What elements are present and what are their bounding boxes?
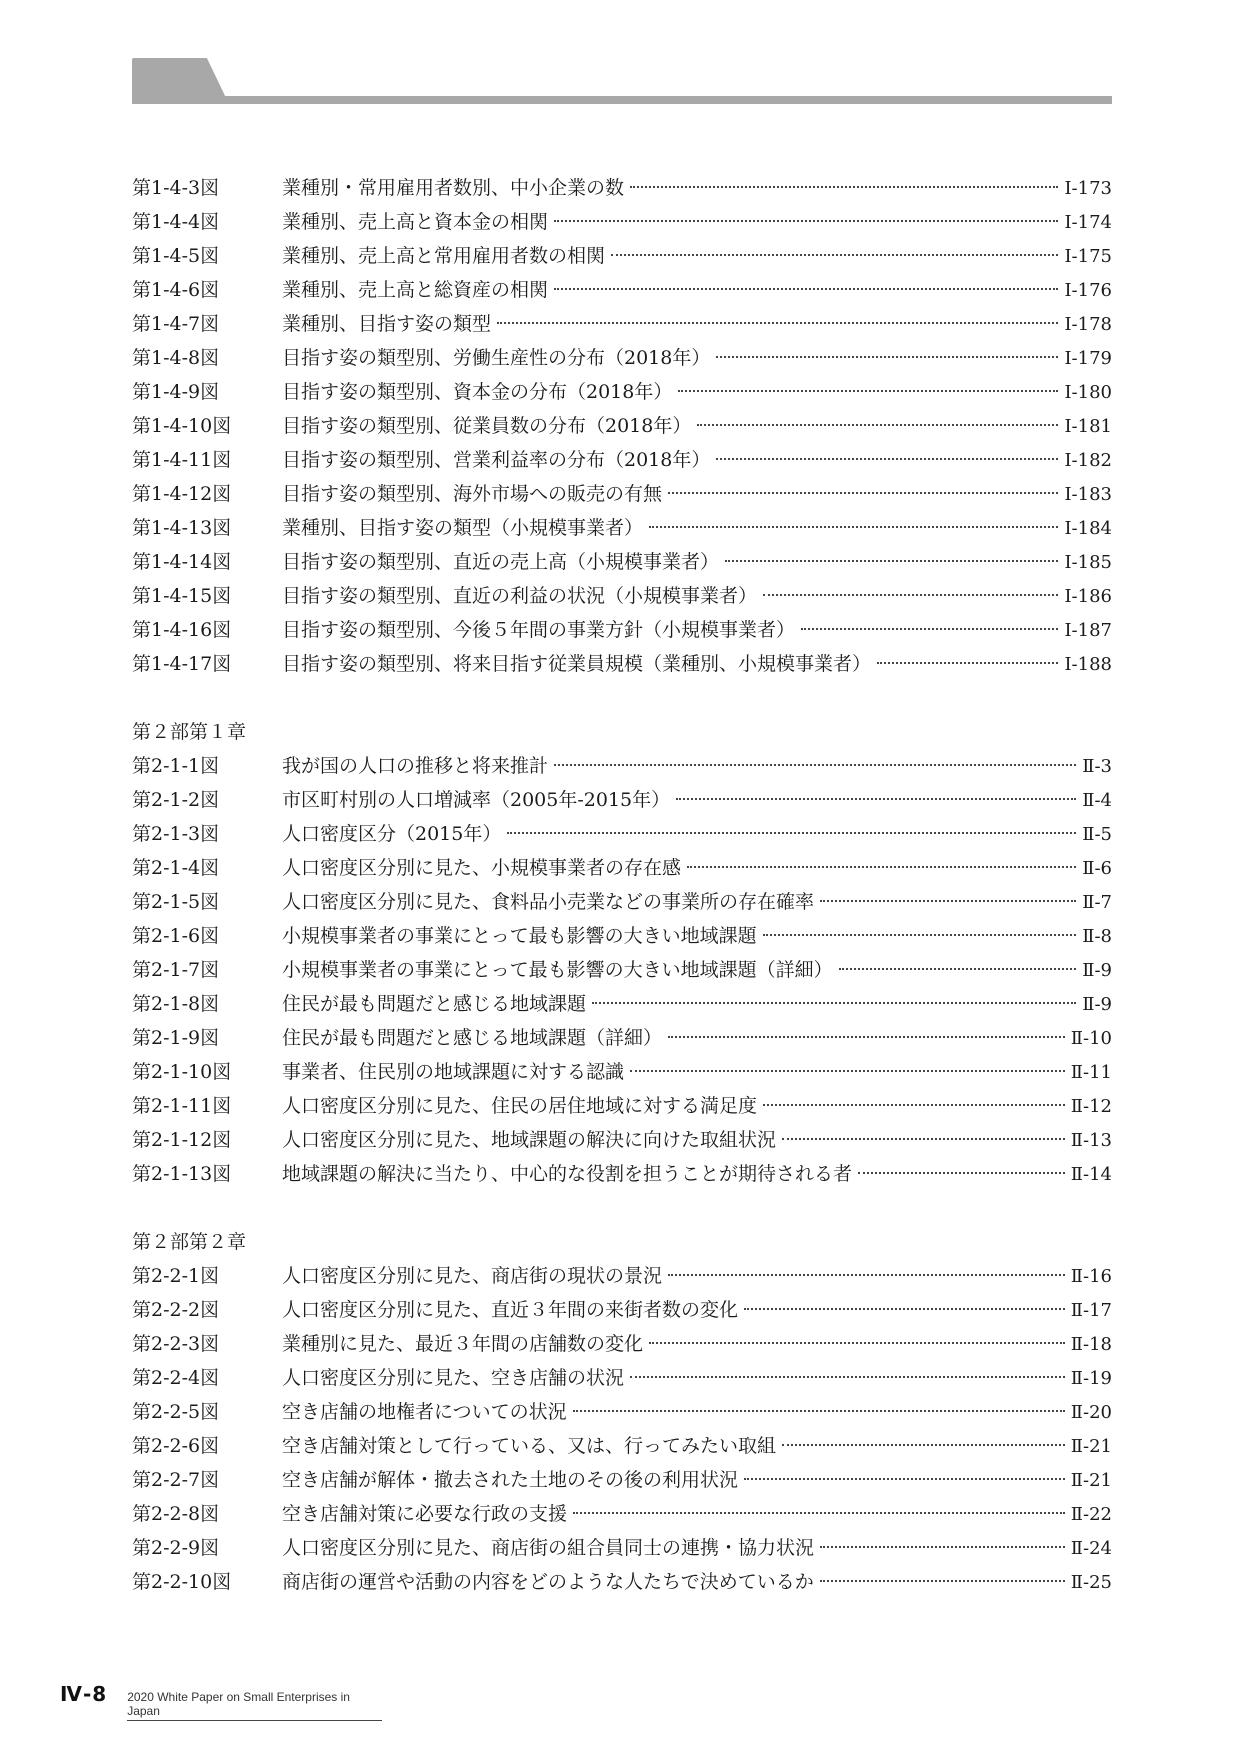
page-reference: Ⅱ-24 (1070, 1538, 1112, 1559)
dot-leader (668, 492, 1058, 494)
page-reference: Ⅱ-12 (1070, 1096, 1112, 1117)
figure-number: 第2-2-1図 (132, 1265, 220, 1287)
toc-row[interactable] (132, 1259, 1112, 1293)
toc-section (132, 1225, 1112, 1599)
dot-leader (820, 1580, 1065, 1582)
dot-leader (668, 1036, 1065, 1038)
figure-number: 第1-4-3図 (132, 177, 220, 199)
toc-row[interactable] (132, 511, 1112, 545)
figure-number: 第2-1-7図 (132, 959, 220, 981)
page-reference: Ⅱ-13 (1070, 1130, 1112, 1151)
page-reference: Ⅱ-21 (1070, 1470, 1112, 1491)
figure-number: 第1-4-13図 (132, 517, 232, 539)
toc-row[interactable] (132, 1055, 1112, 1089)
toc-row[interactable] (132, 375, 1112, 409)
figure-number: 第2-1-5図 (132, 891, 220, 913)
dot-leader (697, 424, 1058, 426)
toc-row[interactable] (132, 613, 1112, 647)
footer (60, 1682, 382, 1721)
dot-leader (858, 1172, 1065, 1174)
page-reference: Ⅰ-188 (1064, 654, 1112, 675)
figure-title: 目指す姿の類型別、将来目指す従業員規模（業種別、小規模事業者） (282, 653, 872, 675)
page-reference: Ⅰ-187 (1064, 620, 1112, 641)
toc-row[interactable] (132, 987, 1112, 1021)
dot-leader (877, 662, 1058, 664)
figure-title: 我が国の人口の推移と将来推計 (282, 755, 549, 777)
figure-number: 第2-2-4図 (132, 1367, 220, 1389)
section-title: 第２部第２章 (132, 1231, 247, 1253)
figure-number: 第2-2-2図 (132, 1299, 220, 1321)
dot-leader (573, 1410, 1065, 1412)
footer-publication-title: 2020 White Paper on Small Enterprises in Japan (127, 1690, 382, 1721)
toc-row[interactable] (132, 1497, 1112, 1531)
figure-title: 目指す姿の類型別、従業員数の分布（2018年） (282, 415, 692, 437)
figure-number: 第2-1-10図 (132, 1061, 232, 1083)
figure-title: 目指す姿の類型別、今後５年間の事業方針（小規模事業者） (282, 619, 796, 641)
figure-number: 第1-4-6図 (132, 279, 220, 301)
toc-row[interactable] (132, 885, 1112, 919)
page-reference: Ⅰ-174 (1064, 212, 1112, 233)
figure-title: 業種別、目指す姿の類型（小規模事業者） (282, 517, 644, 539)
figure-title: 目指す姿の類型別、海外市場への販売の有無 (282, 483, 663, 505)
figure-number: 第1-4-16図 (132, 619, 232, 641)
dot-leader (744, 1308, 1065, 1310)
figure-number: 第2-1-8図 (132, 993, 220, 1015)
page-reference: Ⅱ-16 (1070, 1266, 1112, 1287)
page-reference: Ⅰ-178 (1064, 314, 1112, 335)
figure-title: 業種別、売上高と資本金の相関 (282, 211, 549, 233)
figure-number: 第1-4-8図 (132, 347, 220, 369)
toc-row[interactable] (132, 1157, 1112, 1191)
figure-title: 空き店舗が解体・撤去された土地のその後の利用状況 (282, 1469, 739, 1491)
page-reference: Ⅰ-184 (1064, 518, 1112, 539)
figure-title: 業種別に見た、最近３年間の店舗数の変化 (282, 1333, 644, 1355)
figure-title: 小規模事業者の事業にとって最も影響の大きい地域課題（詳細） (282, 959, 833, 981)
figure-number: 第2-2-7図 (132, 1469, 220, 1491)
toc-section (132, 171, 1112, 681)
dot-leader (716, 356, 1058, 358)
figure-number: 第1-4-5図 (132, 245, 220, 267)
figure-title: 目指す姿の類型別、労働生産性の分布（2018年） (282, 347, 711, 369)
figure-number: 第2-1-9図 (132, 1027, 220, 1049)
dot-leader (554, 764, 1076, 766)
section-title: 第２部第１章 (132, 721, 247, 743)
dot-leader (782, 1444, 1065, 1446)
figure-title: 目指す姿の類型別、資本金の分布（2018年） (282, 381, 673, 403)
figure-number: 第1-4-9図 (132, 381, 220, 403)
page-reference: Ⅰ-173 (1064, 178, 1112, 199)
page-reference: Ⅰ-185 (1064, 552, 1112, 573)
figure-title: 目指す姿の類型別、営業利益率の分布（2018年） (282, 449, 711, 471)
figure-title: 空き店舗の地権者についての状況 (282, 1401, 567, 1423)
figure-number: 第2-1-1図 (132, 755, 220, 777)
figure-title: 人口密度区分別に見た、小規模事業者の存在感 (282, 857, 682, 879)
figure-title: 人口密度区分別に見た、食料品小売業などの事業所の存在確率 (282, 891, 815, 913)
figure-number: 第2-1-13図 (132, 1163, 232, 1185)
toc-row[interactable] (132, 647, 1112, 681)
dot-leader (839, 968, 1077, 970)
figure-title: 人口密度区分別に見た、住民の居住地域に対する満足度 (282, 1095, 758, 1117)
toc-row[interactable] (132, 205, 1112, 239)
page-reference: Ⅱ-14 (1070, 1164, 1112, 1185)
toc-row[interactable] (132, 1463, 1112, 1497)
figure-title: 人口密度区分（2015年） (282, 823, 502, 845)
dot-leader (507, 832, 1076, 834)
page-reference: Ⅱ-3 (1082, 756, 1112, 777)
figure-title: 小規模事業者の事業にとって最も影響の大きい地域課題 (282, 925, 757, 947)
figure-title: 目指す姿の類型別、直近の売上高（小規模事業者） (282, 551, 720, 573)
page-reference: Ⅱ-5 (1082, 824, 1112, 845)
dot-leader (782, 1138, 1065, 1140)
figure-title: 市区町村別の人口増減率（2005年-2015年） (282, 789, 671, 811)
page-reference: Ⅰ-182 (1064, 450, 1112, 471)
figure-title: 空き店舗対策に必要な行政の支援 (282, 1503, 568, 1525)
figure-title: 事業者、住民別の地域課題に対する認識 (282, 1061, 625, 1083)
toc-row[interactable] (132, 1429, 1112, 1463)
figure-number: 第2-2-8図 (132, 1503, 220, 1525)
dot-leader (630, 1376, 1065, 1378)
figure-number: 第1-4-10図 (132, 415, 232, 437)
figure-number: 第2-2-5図 (132, 1401, 220, 1423)
figure-number: 第2-2-6図 (132, 1435, 220, 1457)
page-reference: Ⅱ-25 (1070, 1572, 1112, 1593)
page-reference: Ⅱ-9 (1082, 994, 1112, 1015)
dot-leader (592, 1002, 1076, 1004)
toc-row[interactable] (132, 273, 1112, 307)
figure-number: 第2-2-10図 (132, 1571, 232, 1593)
dot-leader (611, 254, 1058, 256)
dot-leader (801, 628, 1058, 630)
page-reference: Ⅱ-10 (1070, 1028, 1112, 1049)
figure-title: 業種別、目指す姿の類型 (282, 313, 492, 335)
toc-row[interactable] (132, 579, 1112, 613)
dot-leader (676, 798, 1076, 800)
dot-leader (554, 220, 1058, 222)
page-reference: Ⅰ-175 (1064, 246, 1112, 267)
figure-number: 第2-2-3図 (132, 1333, 220, 1355)
toc-row[interactable] (132, 749, 1112, 783)
page-reference: Ⅱ-6 (1082, 858, 1112, 879)
page-reference: Ⅰ-176 (1064, 280, 1112, 301)
toc-row[interactable] (132, 1395, 1112, 1429)
toc-row[interactable] (132, 545, 1112, 579)
page-reference: Ⅱ-21 (1070, 1436, 1112, 1457)
toc-row[interactable] (132, 171, 1112, 205)
page-reference: Ⅱ-8 (1082, 926, 1112, 947)
page-reference: Ⅰ-183 (1064, 484, 1112, 505)
page-reference: Ⅱ-17 (1070, 1300, 1112, 1321)
dot-leader (630, 1070, 1065, 1072)
toc-row[interactable] (132, 1565, 1112, 1599)
page-reference: Ⅱ-4 (1082, 790, 1112, 811)
dot-leader (725, 560, 1058, 562)
toc-row[interactable] (132, 239, 1112, 273)
figure-number: 第1-4-4図 (132, 211, 220, 233)
figure-title: 人口密度区分別に見た、商店街の現状の景況 (282, 1265, 663, 1287)
dot-leader (763, 594, 1058, 596)
toc-row[interactable] (132, 953, 1112, 987)
toc-row[interactable] (132, 817, 1112, 851)
figure-title: 人口密度区分別に見た、地域課題の解決に向けた取組状況 (282, 1129, 777, 1151)
figure-number: 第2-1-2図 (132, 789, 220, 811)
figure-title: 住民が最も問題だと感じる地域課題 (282, 993, 587, 1015)
footer-page-number: Ⅳ-8 (60, 1682, 108, 1706)
toc-row[interactable] (132, 307, 1112, 341)
toc-row[interactable] (132, 1327, 1112, 1361)
toc-row[interactable] (132, 1123, 1112, 1157)
figure-title: 地域課題の解決に当たり、中心的な役割を担うことが期待される者 (282, 1163, 853, 1185)
toc-row[interactable] (132, 409, 1112, 443)
figure-number: 第1-4-11図 (132, 449, 232, 471)
toc-section (132, 715, 1112, 1191)
toc-row[interactable] (132, 851, 1112, 885)
page-reference: Ⅰ-180 (1064, 382, 1112, 403)
dot-leader (763, 934, 1077, 936)
page-reference: Ⅰ-179 (1064, 348, 1112, 369)
toc-row[interactable] (132, 919, 1112, 953)
toc-row[interactable] (132, 341, 1112, 375)
toc-row[interactable] (132, 1021, 1112, 1055)
dot-leader (668, 1274, 1065, 1276)
page-reference: Ⅱ-19 (1070, 1368, 1112, 1389)
figure-title: 業種別、売上高と常用雇用者数の相関 (282, 245, 606, 267)
figure-title: 空き店舗対策として行っている、又は、行ってみたい取組 (282, 1435, 777, 1457)
figure-number: 第1-4-14図 (132, 551, 232, 573)
page-reference: Ⅱ-7 (1082, 892, 1112, 913)
dot-leader (763, 1104, 1065, 1106)
figure-number: 第1-4-7図 (132, 313, 220, 335)
toc-row[interactable] (132, 1089, 1112, 1123)
page-reference: Ⅱ-11 (1070, 1062, 1112, 1083)
figure-title: 人口密度区分別に見た、空き店舗の状況 (282, 1367, 625, 1389)
page-reference: Ⅰ-186 (1064, 586, 1112, 607)
dot-leader (497, 322, 1058, 324)
page-reference: Ⅱ-22 (1070, 1504, 1112, 1525)
dot-leader (630, 186, 1058, 188)
figure-title: 人口密度区分別に見た、直近３年間の来街者数の変化 (282, 1299, 739, 1321)
figure-title: 業種別・常用雇用者数別、中小企業の数 (282, 177, 625, 199)
figure-number: 第1-4-17図 (132, 653, 232, 675)
figure-number: 第2-2-9図 (132, 1537, 220, 1559)
dot-leader (649, 1342, 1065, 1344)
dot-leader (687, 866, 1076, 868)
dot-leader (554, 288, 1058, 290)
header-bar (132, 96, 1112, 104)
figure-number: 第2-1-6図 (132, 925, 220, 947)
toc-row[interactable] (132, 783, 1112, 817)
dot-leader (744, 1478, 1065, 1480)
page-reference: Ⅱ-20 (1070, 1402, 1112, 1423)
figure-title: 目指す姿の類型別、直近の利益の状況（小規模事業者） (282, 585, 758, 607)
toc-row[interactable] (132, 477, 1112, 511)
dot-leader (573, 1512, 1065, 1514)
page-reference: Ⅱ-9 (1082, 960, 1112, 981)
dot-leader (820, 1546, 1065, 1548)
dot-leader (649, 526, 1058, 528)
page-reference: Ⅰ-181 (1064, 416, 1112, 437)
figure-number: 第1-4-12図 (132, 483, 232, 505)
dot-leader (678, 390, 1058, 392)
dot-leader (716, 458, 1058, 460)
figure-title: 人口密度区分別に見た、商店街の組合員同士の連携・協力状況 (282, 1537, 815, 1559)
toc-row[interactable] (132, 1531, 1112, 1565)
figure-number: 第2-1-4図 (132, 857, 220, 879)
figure-number: 第1-4-15図 (132, 585, 232, 607)
dot-leader (820, 900, 1076, 902)
figure-number: 第2-1-11図 (132, 1095, 232, 1117)
figure-number: 第2-1-12図 (132, 1129, 232, 1151)
toc-row[interactable] (132, 1361, 1112, 1395)
figure-number: 第2-1-3図 (132, 823, 220, 845)
page-reference: Ⅱ-18 (1070, 1334, 1112, 1355)
figure-title: 業種別、売上高と総資産の相関 (282, 279, 549, 301)
figure-title: 住民が最も問題だと感じる地域課題（詳細） (282, 1027, 663, 1049)
table-of-figures (132, 171, 1112, 1633)
figure-title: 商店街の運営や活動の内容をどのような人たちで決めているか (282, 1571, 814, 1593)
toc-row[interactable] (132, 443, 1112, 477)
toc-row[interactable] (132, 1293, 1112, 1327)
